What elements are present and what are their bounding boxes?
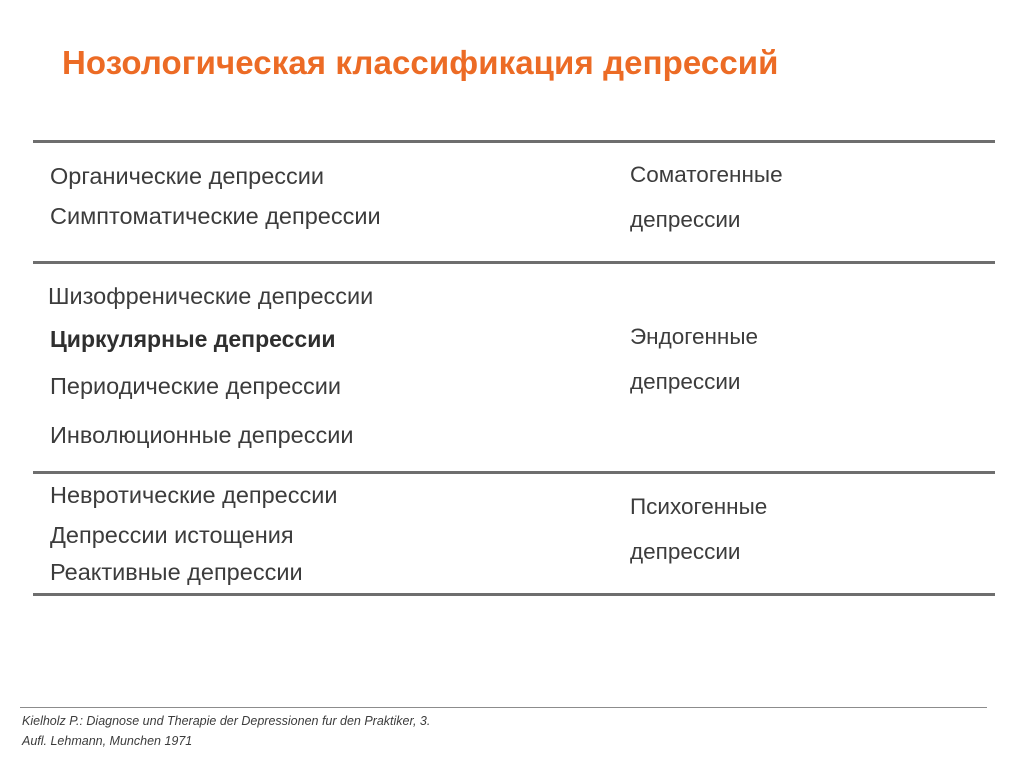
category-endogenous-line2: депрессии	[630, 369, 741, 394]
list-item-periodic: Периодические депрессии	[50, 373, 342, 399]
list-item-reactive: Реактивные депрессии	[50, 559, 303, 585]
table-divider-1	[33, 261, 995, 264]
list-item-exhaustion: Депрессии истощения	[50, 522, 294, 548]
footnote-rule	[20, 707, 987, 708]
category-somatogenic-line2: депрессии	[630, 207, 741, 232]
table-divider-2	[33, 471, 995, 474]
footnote-line-1: Kielholz P.: Diagnose und Therapie der Depressionen fur den Praktiker, 3.	[22, 714, 431, 728]
list-item-symptomatic: Симптоматические депрессии	[50, 203, 381, 229]
category-psychogenic-line2: депрессии	[630, 539, 741, 564]
list-item-neurotic: Невротические депрессии	[50, 482, 338, 508]
list-item-organic: Органические депрессии	[50, 163, 325, 189]
category-psychogenic-line1: Психогенные	[630, 494, 768, 519]
table-bottom-rule	[33, 593, 995, 596]
category-somatogenic-line1: Соматогенные	[630, 162, 783, 187]
list-item-circular: Циркулярные депрессии	[50, 326, 336, 352]
page-title: Нозологическая классификация депрессий	[62, 44, 779, 81]
footnote-line-2: Aufl. Lehmann, Munchen 1971	[22, 734, 193, 748]
list-item-schizophrenic: Шизофренические депрессии	[48, 283, 374, 309]
list-item-involutional: Инволюционные депрессии	[50, 422, 354, 448]
table-top-rule	[33, 140, 995, 143]
category-endogenous-line1: Эндогенные	[630, 324, 759, 349]
